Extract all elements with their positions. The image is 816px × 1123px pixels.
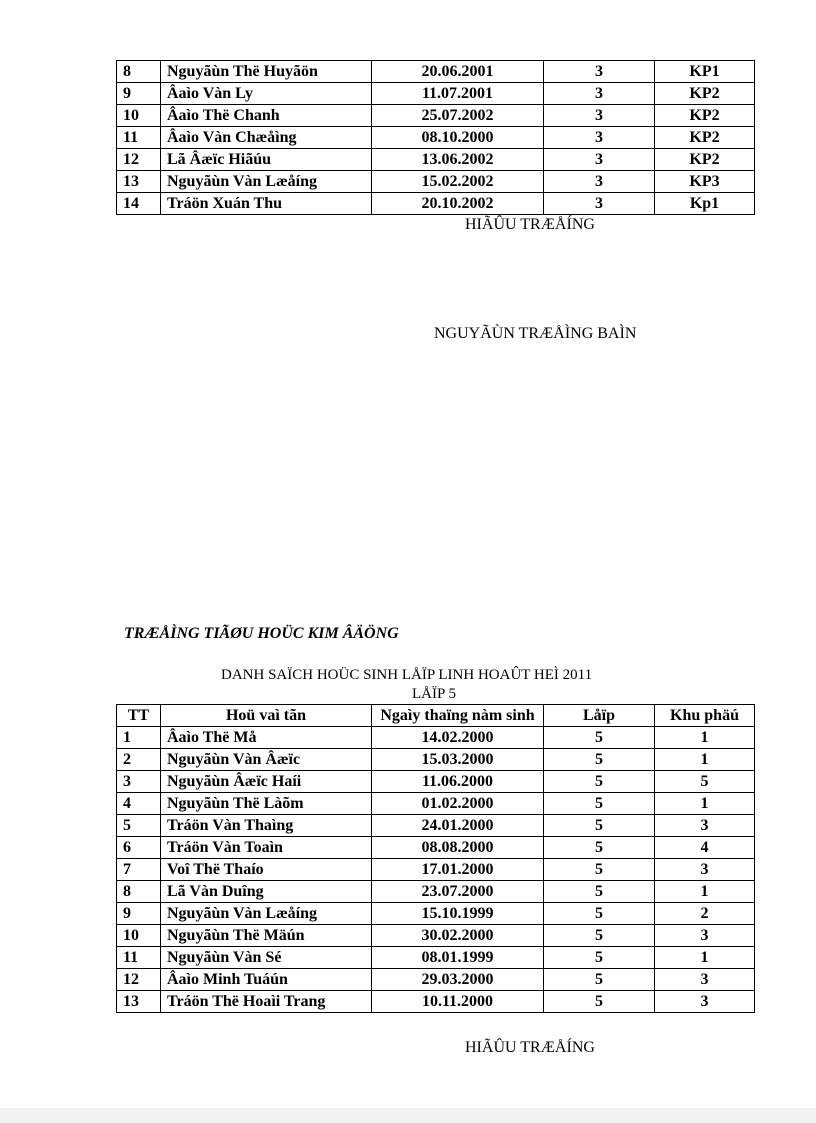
cell-name: Nguyãùn Vàn Læåíng xyxy=(161,903,372,925)
cell-name: Tráön Vàn Toaìn xyxy=(161,837,372,859)
cell-area: 5 xyxy=(655,771,755,793)
cell-tt: 6 xyxy=(117,837,161,859)
cell-area: 4 xyxy=(655,837,755,859)
cell-name: Nguyãùn Thë Làõm xyxy=(161,793,372,815)
cell-class: 5 xyxy=(544,815,655,837)
cell-tt: 13 xyxy=(117,171,161,193)
cell-tt: 8 xyxy=(117,881,161,903)
table-row xyxy=(117,171,755,193)
table-row xyxy=(117,61,755,83)
cell-tt: 4 xyxy=(117,793,161,815)
cell-tt: 7 xyxy=(117,859,161,881)
cell-class: 5 xyxy=(544,969,655,991)
cell-area: 3 xyxy=(655,969,755,991)
cell-area: 3 xyxy=(655,815,755,837)
cell-dob: 17.01.2000 xyxy=(372,859,544,881)
cell-tt: 10 xyxy=(117,925,161,947)
cell-area: 1 xyxy=(655,881,755,903)
cell-dob: 29.03.2000 xyxy=(372,969,544,991)
header-row xyxy=(117,705,755,727)
cell-tt: 10 xyxy=(117,105,161,127)
cell-area: KP2 xyxy=(655,149,755,171)
table-row xyxy=(117,947,755,969)
cell-dob: 15.02.2002 xyxy=(372,171,544,193)
cell-tt: 14 xyxy=(117,193,161,215)
cell-class: 5 xyxy=(544,947,655,969)
student-table xyxy=(116,704,755,1013)
cell-class: 5 xyxy=(544,771,655,793)
table-row xyxy=(117,925,755,947)
header-dob: Ngaìy thaïng nàm sinh xyxy=(372,705,544,727)
cell-area: 1 xyxy=(655,793,755,815)
cell-area: KP2 xyxy=(655,83,755,105)
cell-dob: 10.11.2000 xyxy=(372,991,544,1013)
cell-dob: 20.06.2001 xyxy=(372,61,544,83)
table-row xyxy=(117,127,755,149)
signature-title: HIÃÛU TRÆÅÍNG xyxy=(465,1039,595,1056)
cell-name: Nguyãùn Vàn Læåíng xyxy=(161,171,372,193)
table-row xyxy=(117,83,755,105)
cell-class: 5 xyxy=(544,903,655,925)
cell-area: 1 xyxy=(655,727,755,749)
cell-tt: 3 xyxy=(117,771,161,793)
cell-class: 5 xyxy=(544,859,655,881)
cell-dob: 14.02.2000 xyxy=(372,727,544,749)
cell-dob: 15.10.1999 xyxy=(372,903,544,925)
cell-class: 5 xyxy=(544,793,655,815)
cell-name: Nguyãùn Vàn Âæïc xyxy=(161,749,372,771)
cell-class: 5 xyxy=(544,727,655,749)
cell-name: Âaìo Minh Tuáún xyxy=(161,969,372,991)
cell-area: 2 xyxy=(655,903,755,925)
cell-name: Nguyãùn Vàn Sé xyxy=(161,947,372,969)
cell-dob: 20.10.2002 xyxy=(372,193,544,215)
cell-name: Âaìo Vàn Chæåìng xyxy=(161,127,372,149)
table-row xyxy=(117,771,755,793)
cell-area: KP2 xyxy=(655,105,755,127)
cell-area: Kp1 xyxy=(655,193,755,215)
header-name: Hoü vaì tãn xyxy=(161,705,372,727)
cell-class: 5 xyxy=(544,837,655,859)
cell-class: 5 xyxy=(544,925,655,947)
cell-area: KP2 xyxy=(655,127,755,149)
school-name: TRÆÅÌNG TIÃØU HOÜC KIM ÂÄÖNG xyxy=(124,625,399,642)
class-title: LÅÏP 5 xyxy=(412,686,457,702)
cell-tt: 13 xyxy=(117,991,161,1013)
cell-area: 3 xyxy=(655,991,755,1013)
cell-class: 3 xyxy=(544,105,655,127)
cell-class: 5 xyxy=(544,991,655,1013)
cell-name: Tráön Thë Hoaìi Trang xyxy=(161,991,372,1013)
cell-dob: 08.08.2000 xyxy=(372,837,544,859)
cell-name: Voî Thë Thaío xyxy=(161,859,372,881)
cell-name: Nguyãùn Thë Mäún xyxy=(161,925,372,947)
cell-tt: 5 xyxy=(117,815,161,837)
table-row xyxy=(117,969,755,991)
cell-area: 1 xyxy=(655,947,755,969)
cell-name: Nguyãùn Âæïc Haíi xyxy=(161,771,372,793)
cell-tt: 1 xyxy=(117,727,161,749)
cell-class: 3 xyxy=(544,193,655,215)
cell-name: Âaìo Thë Må xyxy=(161,727,372,749)
table-row xyxy=(117,991,755,1013)
cell-name: Tráön Xuán Thu xyxy=(161,193,372,215)
table-row xyxy=(117,793,755,815)
cell-dob: 08.01.1999 xyxy=(372,947,544,969)
document-title: DANH SAÏCH HOÜC SINH LÅÏP LINH HOAÛT HEÌ 2011 xyxy=(221,667,593,683)
table-row xyxy=(117,859,755,881)
table-row xyxy=(117,749,755,771)
header-tt: TT xyxy=(117,705,161,727)
student-table-continued xyxy=(116,60,755,215)
cell-class: 3 xyxy=(544,61,655,83)
cell-tt: 8 xyxy=(117,61,161,83)
cell-class: 3 xyxy=(544,127,655,149)
cell-class: 3 xyxy=(544,83,655,105)
table-row xyxy=(117,837,755,859)
signature-title: HIÃÛU TRÆÅÍNG xyxy=(465,216,595,233)
cell-dob: 25.07.2002 xyxy=(372,105,544,127)
cell-dob: 11.07.2001 xyxy=(372,83,544,105)
cell-dob: 23.07.2000 xyxy=(372,881,544,903)
student-table-header xyxy=(117,705,755,727)
table-row xyxy=(117,727,755,749)
cell-area: 3 xyxy=(655,925,755,947)
cell-name: Âaìo Thë Chanh xyxy=(161,105,372,127)
table-row xyxy=(117,815,755,837)
cell-name: Tráön Vàn Thaìng xyxy=(161,815,372,837)
cell-dob: 01.02.2000 xyxy=(372,793,544,815)
cell-area: 3 xyxy=(655,859,755,881)
cell-class: 5 xyxy=(544,881,655,903)
table-row xyxy=(117,903,755,925)
cell-class: 5 xyxy=(544,749,655,771)
table-row xyxy=(117,105,755,127)
cell-dob: 24.01.2000 xyxy=(372,815,544,837)
cell-tt: 11 xyxy=(117,947,161,969)
header-area: Khu phäú xyxy=(655,705,755,727)
cell-tt: 9 xyxy=(117,903,161,925)
table-row xyxy=(117,193,755,215)
student-table-body xyxy=(117,727,755,1013)
cell-tt: 12 xyxy=(117,969,161,991)
cell-tt: 12 xyxy=(117,149,161,171)
table-row xyxy=(117,149,755,171)
cell-area: KP3 xyxy=(655,171,755,193)
cell-area: 1 xyxy=(655,749,755,771)
signature-name: NGUYÃÙN TRÆÅÌNG BAÌN xyxy=(434,325,637,342)
cell-name: Lã Vàn Duîng xyxy=(161,881,372,903)
student-table-body xyxy=(117,61,755,215)
cell-class: 3 xyxy=(544,171,655,193)
cell-name: Âaìo Vàn Ly xyxy=(161,83,372,105)
cell-tt: 2 xyxy=(117,749,161,771)
table-row xyxy=(117,881,755,903)
cell-dob: 11.06.2000 xyxy=(372,771,544,793)
cell-class: 3 xyxy=(544,149,655,171)
cell-dob: 30.02.2000 xyxy=(372,925,544,947)
cell-dob: 13.06.2002 xyxy=(372,149,544,171)
page-bottom-edge xyxy=(0,1108,816,1123)
cell-dob: 15.03.2000 xyxy=(372,749,544,771)
cell-area: KP1 xyxy=(655,61,755,83)
cell-tt: 11 xyxy=(117,127,161,149)
header-class: Låïp xyxy=(544,705,655,727)
cell-dob: 08.10.2000 xyxy=(372,127,544,149)
cell-name: Nguyãùn Thë Huyãön xyxy=(161,61,372,83)
cell-name: Lã Âæïc Hiãúu xyxy=(161,149,372,171)
cell-tt: 9 xyxy=(117,83,161,105)
